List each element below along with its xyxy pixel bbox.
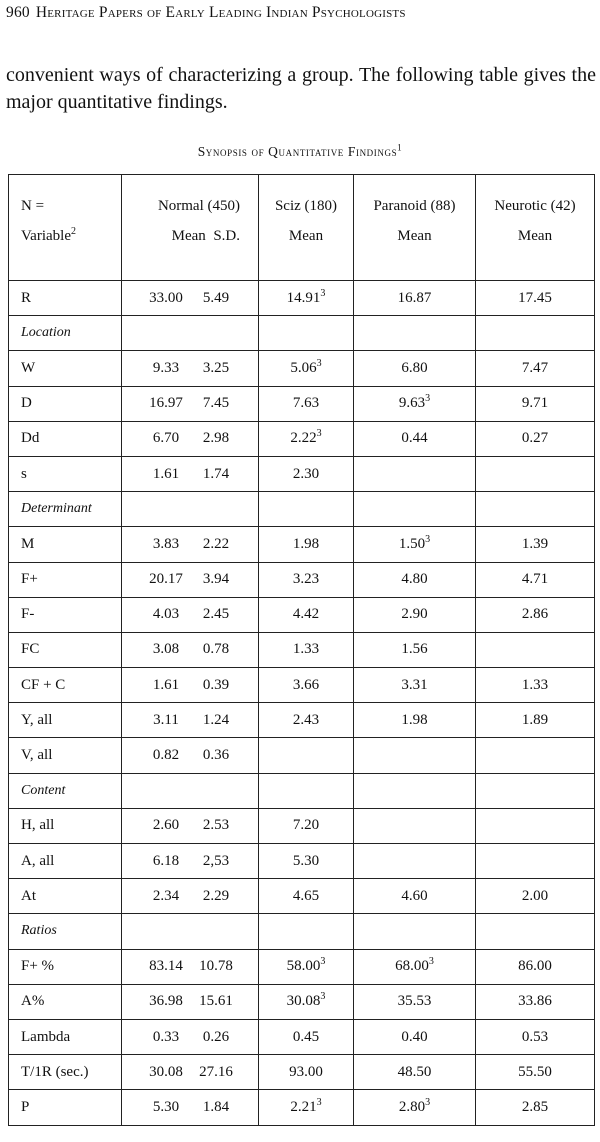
table-row — [9, 703, 595, 738]
neurotic-cell — [476, 949, 595, 984]
normal-mean-value: 3.83 — [152, 535, 180, 552]
paranoid-cell — [354, 703, 476, 738]
sciz-cell — [259, 281, 354, 316]
normal-cell — [122, 456, 259, 491]
table-row — [9, 808, 595, 843]
paranoid-cell — [354, 738, 476, 773]
table-row — [9, 1055, 595, 1090]
normal-cell — [122, 632, 259, 667]
paranoid-value: 2.80 — [398, 1098, 426, 1115]
normal-cell — [122, 597, 259, 632]
empty-cell — [354, 492, 476, 527]
sciz-cell — [259, 562, 354, 597]
section-label: Location — [9, 316, 122, 351]
paranoid-cell — [354, 597, 476, 632]
normal-sd-value: 0.39 — [202, 676, 230, 693]
normal-mean-value: 16.97 — [149, 395, 183, 412]
neurotic-cell — [476, 386, 595, 421]
paranoid-value: 1.98 — [401, 711, 428, 728]
normal-mean-value: 2.60 — [152, 817, 180, 834]
empty-cell — [354, 316, 476, 351]
paranoid-value: 4.60 — [401, 887, 428, 904]
intro-paragraph: convenient ways of characterizing a group. The following table gives the major quantitative findings. — [6, 64, 596, 113]
paranoid-value: 35.53 — [397, 993, 432, 1010]
table-row — [9, 879, 595, 914]
normal-cell — [122, 421, 259, 456]
table-row — [9, 949, 595, 984]
paranoid-cell — [354, 879, 476, 914]
neurotic-value: 86.00 — [518, 958, 552, 975]
section-label: Determinant — [9, 492, 122, 527]
normal-sd-value: 1.24 — [202, 711, 230, 728]
paranoid-value: 3.31 — [401, 676, 428, 693]
paranoid-cell — [354, 562, 476, 597]
header-normal — [122, 175, 259, 281]
normal-sd-value: 2.53 — [202, 817, 230, 834]
sciz-cell — [259, 984, 354, 1019]
table-row — [9, 562, 595, 597]
normal-sd-value: 15.61 — [199, 993, 233, 1010]
table-row — [9, 527, 595, 562]
header-sciz-group: Sciz (180) — [274, 198, 338, 214]
sciz-cell — [259, 879, 354, 914]
section-row — [9, 914, 595, 949]
header-paranoid — [354, 175, 476, 281]
neurotic-value: 9.71 — [521, 395, 549, 412]
normal-sd-value: 2,53 — [202, 852, 230, 869]
paranoid-cell — [354, 844, 476, 879]
paranoid-value: 6.80 — [401, 359, 428, 376]
normal-cell — [122, 879, 259, 914]
neurotic-cell — [476, 632, 595, 667]
section-label: Ratios — [9, 914, 122, 949]
normal-cell — [122, 1055, 259, 1090]
neurotic-value: 0.53 — [521, 1028, 549, 1045]
normal-cell — [122, 281, 259, 316]
sciz-value: 3.66 — [292, 676, 320, 693]
sciz-value: 4.42 — [292, 606, 320, 623]
table-row — [9, 984, 595, 1019]
neurotic-value: 1.89 — [521, 711, 549, 728]
normal-cell — [122, 949, 259, 984]
neurotic-cell — [476, 1019, 595, 1054]
paranoid-cell — [354, 456, 476, 491]
normal-mean-value: 5.30 — [152, 1098, 180, 1115]
empty-cell — [476, 316, 595, 351]
sciz-cell — [259, 844, 354, 879]
variable-cell: Lambda — [9, 1019, 122, 1054]
header-variable — [9, 175, 122, 281]
neurotic-cell — [476, 984, 595, 1019]
normal-mean-value: 6.18 — [152, 852, 180, 869]
variable-cell: FC — [9, 632, 122, 667]
empty-cell — [122, 316, 259, 351]
sciz-cell — [259, 808, 354, 843]
variable-cell: Y, all — [9, 703, 122, 738]
normal-sd-value: 2.45 — [202, 606, 230, 623]
variable-cell: Dd — [9, 421, 122, 456]
normal-cell — [122, 1019, 259, 1054]
variable-cell: s — [9, 456, 122, 491]
paranoid-cell — [354, 668, 476, 703]
neurotic-value: 7.47 — [521, 359, 549, 376]
sciz-value: 7.20 — [292, 817, 320, 834]
normal-sd-value: 0.78 — [202, 641, 230, 658]
paranoid-cell — [354, 386, 476, 421]
sciz-value: 2.30 — [292, 465, 320, 482]
empty-cell — [476, 773, 595, 808]
paranoid-value: 9.63 — [398, 395, 426, 412]
table-row — [9, 456, 595, 491]
normal-mean-value: 0.82 — [152, 747, 180, 764]
variable-cell: H, all — [9, 808, 122, 843]
neurotic-cell — [476, 703, 595, 738]
paranoid-cell — [354, 984, 476, 1019]
neurotic-value: 55.50 — [518, 1063, 552, 1080]
empty-cell — [122, 492, 259, 527]
paranoid-footnote-marker: 3 — [428, 956, 434, 968]
empty-cell — [259, 316, 354, 351]
header-normal-sd: S.D. — [213, 228, 240, 244]
paranoid-cell — [354, 632, 476, 667]
normal-sd-value: 0.36 — [202, 747, 230, 764]
header-n: N = — [21, 198, 45, 214]
normal-cell — [122, 668, 259, 703]
header-paranoid-group: Paranoid (88) — [373, 198, 456, 214]
sciz-value: 1.33 — [292, 641, 320, 658]
sciz-value: 5.06 — [290, 359, 317, 376]
normal-sd-value: 3.94 — [202, 571, 230, 588]
empty-cell — [259, 492, 354, 527]
normal-sd-value: 1.84 — [202, 1098, 230, 1115]
table-row — [9, 738, 595, 773]
neurotic-cell — [476, 738, 595, 773]
neurotic-value: 2.00 — [521, 887, 549, 904]
sciz-footnote-marker: 3 — [316, 1096, 322, 1108]
table-row — [9, 1090, 595, 1125]
neurotic-cell — [476, 1055, 595, 1090]
table-row — [9, 386, 595, 421]
page-number: 960 — [6, 4, 30, 21]
sciz-value: 0.45 — [292, 1028, 320, 1045]
sciz-footnote-marker: 3 — [320, 991, 326, 1003]
paranoid-value: 68.00 — [395, 958, 429, 975]
neurotic-value: 1.39 — [521, 535, 549, 552]
neurotic-cell — [476, 421, 595, 456]
table-row — [9, 281, 595, 316]
variable-cell: W — [9, 351, 122, 386]
sciz-cell — [259, 1055, 354, 1090]
neurotic-cell — [476, 527, 595, 562]
table-row — [9, 668, 595, 703]
table-row — [9, 632, 595, 667]
sciz-value: 93.00 — [289, 1063, 323, 1080]
normal-mean-value: 1.61 — [152, 676, 180, 693]
table-caption — [0, 144, 600, 160]
paranoid-cell — [354, 281, 476, 316]
normal-cell — [122, 1090, 259, 1125]
paranoid-value: 1.56 — [401, 641, 428, 658]
empty-cell — [354, 773, 476, 808]
neurotic-cell — [476, 879, 595, 914]
table-row — [9, 351, 595, 386]
empty-cell — [259, 773, 354, 808]
paranoid-value: 0.44 — [401, 430, 428, 447]
normal-cell — [122, 351, 259, 386]
sciz-cell — [259, 456, 354, 491]
normal-mean-value: 36.98 — [149, 993, 183, 1010]
variable-cell: A% — [9, 984, 122, 1019]
sciz-value: 2.22 — [290, 430, 317, 447]
neurotic-value: 4.71 — [521, 571, 549, 588]
normal-cell — [122, 562, 259, 597]
table-row — [9, 1019, 595, 1054]
empty-cell — [354, 914, 476, 949]
paranoid-cell — [354, 808, 476, 843]
normal-mean-value: 6.70 — [152, 430, 180, 447]
neurotic-value: 1.33 — [521, 676, 549, 693]
paranoid-cell — [354, 421, 476, 456]
header-neurotic — [476, 175, 595, 281]
neurotic-value: 17.45 — [518, 289, 552, 306]
neurotic-cell — [476, 456, 595, 491]
paranoid-cell — [354, 1055, 476, 1090]
sciz-cell — [259, 668, 354, 703]
sciz-footnote-marker: 3 — [320, 287, 326, 299]
variable-cell: F+ — [9, 562, 122, 597]
variable-cell: F+ % — [9, 949, 122, 984]
sciz-value: 3.23 — [292, 571, 320, 588]
table-header-row — [9, 175, 595, 281]
neurotic-cell — [476, 1090, 595, 1125]
paranoid-footnote-marker: 3 — [425, 1096, 431, 1108]
findings-table — [8, 174, 595, 1126]
normal-mean-value: 33.00 — [149, 289, 183, 306]
normal-mean-value: 9.33 — [152, 359, 180, 376]
sciz-value: 2.43 — [292, 711, 320, 728]
normal-mean-value: 30.08 — [149, 1063, 183, 1080]
normal-sd-value: 27.16 — [199, 1063, 233, 1080]
variable-cell: R — [9, 281, 122, 316]
section-row — [9, 773, 595, 808]
variable-cell: At — [9, 879, 122, 914]
table-caption-text: Synopsis of Quantitative Findings — [197, 144, 398, 159]
normal-cell — [122, 844, 259, 879]
variable-cell: T/1R (sec.) — [9, 1055, 122, 1090]
sciz-footnote-marker: 3 — [320, 956, 326, 968]
normal-sd-value: 2.98 — [202, 430, 230, 447]
neurotic-value: 33.86 — [518, 993, 552, 1010]
normal-sd-value: 1.74 — [202, 465, 230, 482]
header-variable-footnote: 2 — [70, 226, 76, 237]
sciz-value: 4.65 — [292, 887, 320, 904]
normal-mean-value: 4.03 — [152, 606, 180, 623]
running-title: Heritage Papers of Early Leading Indian Psychologists — [35, 4, 406, 21]
paranoid-cell — [354, 351, 476, 386]
empty-cell — [122, 773, 259, 808]
paranoid-cell — [354, 527, 476, 562]
paranoid-value: 4.80 — [401, 571, 428, 588]
paranoid-value: 1.50 — [398, 535, 426, 552]
sciz-footnote-marker: 3 — [316, 357, 322, 369]
normal-cell — [122, 703, 259, 738]
neurotic-cell — [476, 351, 595, 386]
normal-mean-value: 83.14 — [149, 958, 183, 975]
sciz-cell — [259, 421, 354, 456]
table-row — [9, 844, 595, 879]
normal-sd-value: 0.26 — [202, 1028, 230, 1045]
variable-cell: D — [9, 386, 122, 421]
header-neurotic-mean: Mean — [517, 228, 553, 244]
sciz-cell — [259, 386, 354, 421]
variable-cell: M — [9, 527, 122, 562]
normal-mean-value: 20.17 — [149, 571, 183, 588]
sciz-cell — [259, 703, 354, 738]
normal-sd-value: 2.22 — [202, 535, 230, 552]
variable-cell: V, all — [9, 738, 122, 773]
section-row — [9, 492, 595, 527]
paranoid-footnote-marker: 3 — [425, 533, 431, 545]
normal-sd-value: 7.45 — [202, 395, 230, 412]
normal-sd-value: 5.49 — [202, 289, 230, 306]
variable-cell: F- — [9, 597, 122, 632]
neurotic-cell — [476, 281, 595, 316]
header-normal-mean: Mean — [171, 228, 206, 244]
paranoid-footnote-marker: 3 — [425, 393, 431, 405]
normal-cell — [122, 527, 259, 562]
empty-cell — [259, 914, 354, 949]
normal-sd-value: 3.25 — [202, 359, 230, 376]
sciz-value: 1.98 — [292, 535, 320, 552]
normal-cell — [122, 984, 259, 1019]
paranoid-cell — [354, 1090, 476, 1125]
paranoid-cell — [354, 949, 476, 984]
empty-cell — [476, 492, 595, 527]
normal-cell — [122, 386, 259, 421]
sciz-cell — [259, 949, 354, 984]
header-normal-group: Normal (450) — [157, 198, 240, 214]
paranoid-value: 2.90 — [401, 606, 428, 623]
neurotic-value: 0.27 — [521, 430, 549, 447]
section-label: Content — [9, 773, 122, 808]
variable-cell: P — [9, 1090, 122, 1125]
normal-mean-value: 3.11 — [153, 711, 179, 728]
header-variable-label: Variable — [21, 228, 71, 244]
table-row — [9, 597, 595, 632]
sciz-cell — [259, 632, 354, 667]
sciz-value: 30.08 — [286, 993, 321, 1010]
empty-cell — [122, 914, 259, 949]
paranoid-value: 48.50 — [397, 1063, 432, 1080]
neurotic-cell — [476, 597, 595, 632]
sciz-value: 14.91 — [286, 289, 321, 306]
caption-footnote-marker: 1 — [397, 142, 403, 153]
section-row — [9, 316, 595, 351]
paranoid-value: 16.87 — [397, 289, 432, 306]
sciz-footnote-marker: 3 — [316, 428, 322, 440]
normal-sd-value: 10.78 — [199, 958, 233, 975]
paranoid-cell — [354, 1019, 476, 1054]
paranoid-value: 0.40 — [401, 1028, 428, 1045]
neurotic-cell — [476, 808, 595, 843]
normal-cell — [122, 808, 259, 843]
normal-mean-value: 3.08 — [152, 641, 180, 658]
table-row — [9, 421, 595, 456]
variable-cell: CF + C — [9, 668, 122, 703]
neurotic-cell — [476, 668, 595, 703]
sciz-value: 58.00 — [286, 958, 321, 975]
running-header — [6, 4, 406, 22]
neurotic-cell — [476, 562, 595, 597]
variable-cell: A, all — [9, 844, 122, 879]
sciz-cell — [259, 597, 354, 632]
header-sciz — [259, 175, 354, 281]
sciz-value: 5.30 — [292, 852, 320, 869]
sciz-value: 7.63 — [292, 395, 320, 412]
neurotic-cell — [476, 844, 595, 879]
neurotic-value: 2.85 — [521, 1098, 549, 1115]
sciz-cell — [259, 527, 354, 562]
normal-mean-value: 0.33 — [152, 1028, 180, 1045]
normal-mean-value: 2.34 — [152, 887, 180, 904]
sciz-value: 2.21 — [290, 1098, 317, 1115]
neurotic-value: 2.86 — [521, 606, 549, 623]
sciz-cell — [259, 351, 354, 386]
sciz-cell — [259, 738, 354, 773]
normal-sd-value: 2.29 — [202, 887, 230, 904]
header-paranoid-mean: Mean — [397, 228, 432, 244]
sciz-cell — [259, 1019, 354, 1054]
sciz-cell — [259, 1090, 354, 1125]
normal-cell — [122, 738, 259, 773]
empty-cell — [476, 914, 595, 949]
header-sciz-mean: Mean — [288, 228, 324, 244]
header-neurotic-group: Neurotic (42) — [494, 198, 576, 214]
normal-mean-value: 1.61 — [152, 465, 180, 482]
